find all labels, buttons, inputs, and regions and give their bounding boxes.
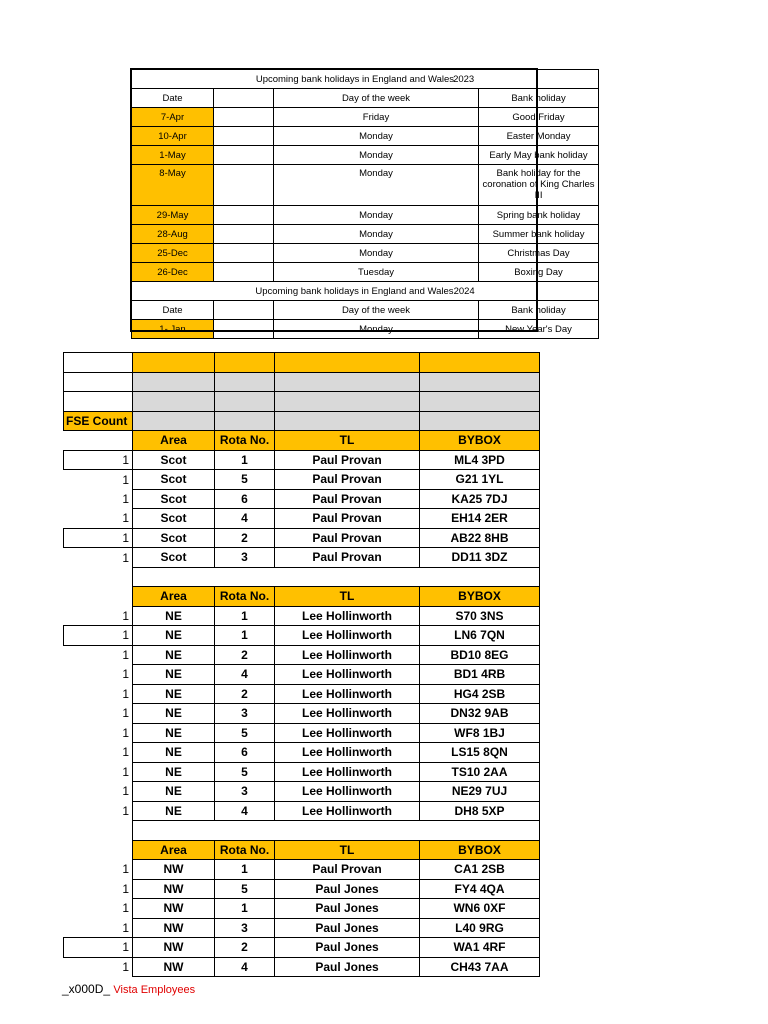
bank-holiday-header-row-2024: [132, 301, 599, 320]
holiday-day: Monday: [274, 206, 479, 225]
bybox-cell: LS15 8QN: [420, 743, 540, 763]
table-row: [64, 879, 540, 899]
area-cell: NW: [133, 957, 215, 977]
table-row: [64, 606, 540, 626]
area-cell: NE: [133, 704, 215, 724]
fse-count-cell: 1: [122, 901, 129, 916]
tl-cell: Paul Provan: [275, 528, 420, 548]
area-cell: Scot: [133, 489, 215, 509]
fse-count-cell: 1: [122, 608, 129, 623]
bank-holiday-header-row-2023: [132, 89, 599, 108]
holiday-empty: [214, 263, 274, 282]
table-row: [64, 743, 540, 763]
holiday-date: 25-Dec: [132, 244, 214, 263]
tl-cell: Paul Jones: [275, 899, 420, 919]
header-rota: Rota No.: [215, 431, 275, 451]
fse-count-cell: 1: [64, 626, 133, 646]
footer-label: Vista Employees: [113, 984, 196, 996]
holiday-empty: [214, 165, 274, 206]
holiday-name: Christmas Day: [479, 244, 599, 263]
header-date: Date: [132, 89, 214, 108]
table-row: [64, 762, 540, 782]
fse-top-row-1: [64, 353, 540, 373]
bank-holiday-title-2024: Upcoming bank holidays in England and Wales2024: [132, 282, 599, 301]
tl-cell: Paul Provan: [275, 450, 420, 470]
holiday-name: Summer bank holiday: [479, 225, 599, 244]
fse-count-cell: 1: [122, 472, 129, 487]
fse-count-cell: 1: [122, 511, 129, 525]
header-day: Day of the week: [274, 89, 479, 108]
tl-cell: Paul Provan: [275, 860, 420, 880]
table-row: [64, 938, 540, 958]
rota-cell: 1: [215, 626, 275, 646]
tl-cell: Lee Hollinworth: [275, 645, 420, 665]
fse-count-cell: 1: [122, 920, 129, 935]
rota-cell: 3: [215, 782, 275, 802]
table-row: [64, 489, 540, 509]
tl-cell: Lee Hollinworth: [275, 704, 420, 724]
fse-count-cell: 1: [122, 706, 129, 721]
header-rota: Rota No.: [215, 587, 275, 607]
rota-cell: 5: [215, 879, 275, 899]
holiday-day: Friday: [274, 108, 479, 127]
rota-cell: 5: [215, 470, 275, 490]
tl-cell: Lee Hollinworth: [275, 684, 420, 704]
table-row: [64, 626, 540, 646]
bybox-cell: FY4 4QA: [420, 879, 540, 899]
rota-cell: 2: [215, 528, 275, 548]
rota-cell: 3: [215, 548, 275, 568]
header-area: Area: [133, 431, 215, 451]
bybox-cell: NE29 7UJ: [420, 782, 540, 802]
area-cell: NE: [133, 665, 215, 685]
holiday-empty: [214, 206, 274, 225]
bybox-cell: WA1 4RF: [420, 938, 540, 958]
rota-cell: 6: [215, 489, 275, 509]
tl-cell: Paul Provan: [275, 548, 420, 568]
table-row: [64, 860, 540, 880]
bank-holiday-row: [132, 146, 599, 165]
area-cell: NW: [133, 918, 215, 938]
bank-holiday-body: [132, 70, 599, 339]
fse-count-cell: 1: [122, 881, 129, 896]
header-empty: [214, 89, 274, 108]
area-cell: Scot: [133, 509, 215, 529]
fse-count-cell: 1: [122, 550, 129, 565]
header-rota: Rota No.: [215, 840, 275, 860]
holiday-day: Monday: [274, 225, 479, 244]
rota-cell: 2: [215, 645, 275, 665]
bank-holiday-row: [132, 263, 599, 282]
bybox-cell: DD11 3DZ: [420, 548, 540, 568]
holiday-date: 28-Aug: [132, 225, 214, 244]
header-date: Date: [132, 301, 214, 320]
fse-spacer-row: [64, 821, 540, 841]
bybox-cell: BD10 8EG: [420, 645, 540, 665]
table-row: [64, 528, 540, 548]
holiday-date: 26-Dec: [132, 263, 214, 282]
fse-header-row: [64, 431, 540, 451]
fse-count-cell: 1: [122, 686, 129, 701]
bybox-cell: DN32 9AB: [420, 704, 540, 724]
tl-cell: Paul Provan: [275, 470, 420, 490]
tl-cell: Lee Hollinworth: [275, 626, 420, 646]
footer-code: _x000D_: [62, 982, 111, 996]
bybox-cell: CH43 7AA: [420, 957, 540, 977]
holiday-date: 29-May: [132, 206, 214, 225]
bank-holiday-title-2023: Upcoming bank holidays in England and Wales2023: [132, 70, 599, 89]
header-bybox: BYBOX: [420, 587, 540, 607]
rota-cell: 5: [215, 762, 275, 782]
area-cell: NE: [133, 606, 215, 626]
bank-holiday-row: [132, 127, 599, 146]
bybox-cell: L40 9RG: [420, 918, 540, 938]
rota-cell: 1: [215, 450, 275, 470]
bank-holiday-title-row-2023: [132, 70, 599, 89]
fse-spacer-row: [64, 567, 540, 587]
holiday-empty: [214, 146, 274, 165]
tl-cell: Lee Hollinworth: [275, 743, 420, 763]
bank-holiday-row: [132, 225, 599, 244]
holiday-name: Easter Monday: [479, 127, 599, 146]
bybox-cell: DH8 5XP: [420, 801, 540, 821]
area-cell: NE: [133, 782, 215, 802]
footer: [62, 982, 195, 996]
holiday-empty: [214, 127, 274, 146]
holiday-name: Good Friday: [479, 108, 599, 127]
holiday-date: 10-Apr: [132, 127, 214, 146]
table-row: [64, 548, 540, 568]
holiday-day: Monday: [274, 146, 479, 165]
table-row: [64, 684, 540, 704]
fse-count-cell: 1: [122, 803, 129, 818]
fse-count-cell: 1: [122, 648, 129, 662]
holiday-name: Bank holiday for the coronation of King Charles III: [479, 165, 599, 206]
fse-count-cell: 1: [64, 938, 133, 958]
rota-cell: 3: [215, 918, 275, 938]
table-row: [64, 918, 540, 938]
tl-cell: Lee Hollinworth: [275, 782, 420, 802]
bank-holiday-row: [132, 206, 599, 225]
area-cell: NE: [133, 743, 215, 763]
holiday-name: Early May bank holiday: [479, 146, 599, 165]
rota-cell: 6: [215, 743, 275, 763]
holiday-day: Monday: [274, 320, 479, 339]
holiday-day: Monday: [274, 244, 479, 263]
fse-header-row: [64, 587, 540, 607]
tl-cell: Lee Hollinworth: [275, 801, 420, 821]
area-cell: NW: [133, 938, 215, 958]
holiday-date: 1- Jan: [132, 320, 214, 339]
bybox-cell: CA1 2SB: [420, 860, 540, 880]
area-cell: NW: [133, 899, 215, 919]
header-area: Area: [133, 587, 215, 607]
bybox-cell: S70 3NS: [420, 606, 540, 626]
header-bybox: BYBOX: [420, 431, 540, 451]
tl-cell: Paul Jones: [275, 957, 420, 977]
holiday-name: Spring bank holiday: [479, 206, 599, 225]
bybox-cell: WF8 1BJ: [420, 723, 540, 743]
bank-holiday-table: [131, 69, 599, 339]
bybox-cell: BD1 4RB: [420, 665, 540, 685]
fse-count-cell: 1: [64, 450, 133, 470]
fse-header-row: [64, 840, 540, 860]
fse-table: [63, 352, 540, 977]
fse-count-cell: 1: [122, 491, 129, 506]
holiday-empty: [214, 244, 274, 263]
area-cell: NE: [133, 762, 215, 782]
holiday-name: Boxing Day: [479, 263, 599, 282]
bybox-cell: KA25 7DJ: [420, 489, 540, 509]
holiday-day: Tuesday: [274, 263, 479, 282]
tl-cell: Paul Jones: [275, 879, 420, 899]
header-day: Day of the week: [274, 301, 479, 320]
tl-cell: Lee Hollinworth: [275, 723, 420, 743]
bybox-cell: HG4 2SB: [420, 684, 540, 704]
rota-cell: 5: [215, 723, 275, 743]
rota-cell: 2: [215, 684, 275, 704]
table-row: [64, 509, 540, 529]
area-cell: NW: [133, 860, 215, 880]
table-row: [64, 782, 540, 802]
bybox-cell: LN6 7QN: [420, 626, 540, 646]
table-row: [64, 957, 540, 977]
fse-count-cell: 1: [122, 960, 129, 974]
header-holiday: Bank holiday: [479, 301, 599, 320]
header-holiday: Bank holiday: [479, 89, 599, 108]
fse-top-row-3: [64, 392, 540, 412]
fse-count-cell: 1: [64, 528, 133, 548]
fse-count-label: FSE Count: [64, 411, 133, 431]
bank-holiday-row: [132, 320, 599, 339]
fse-count-cell: 1: [122, 784, 129, 799]
area-cell: NE: [133, 801, 215, 821]
bybox-cell: TS10 2AA: [420, 762, 540, 782]
area-cell: NE: [133, 645, 215, 665]
tl-cell: Paul Provan: [275, 509, 420, 529]
area-cell: NE: [133, 723, 215, 743]
bybox-cell: AB22 8HB: [420, 528, 540, 548]
holiday-day: Monday: [274, 165, 479, 206]
holiday-empty: [214, 225, 274, 244]
rota-cell: 2: [215, 938, 275, 958]
bank-holiday-title-row-2024: [132, 282, 599, 301]
table-row: [64, 801, 540, 821]
bank-holiday-row: [132, 108, 599, 127]
area-cell: Scot: [133, 528, 215, 548]
rota-cell: 4: [215, 957, 275, 977]
bank-holiday-row: [132, 165, 599, 206]
rota-cell: 4: [215, 801, 275, 821]
holiday-date: 7-Apr: [132, 108, 214, 127]
holiday-day: Monday: [274, 127, 479, 146]
rota-cell: 4: [215, 665, 275, 685]
area-cell: NW: [133, 879, 215, 899]
rota-cell: 1: [215, 860, 275, 880]
bank-holiday-row: [132, 244, 599, 263]
area-cell: NE: [133, 684, 215, 704]
header-bybox: BYBOX: [420, 840, 540, 860]
header-tl: TL: [275, 840, 420, 860]
table-row: [64, 899, 540, 919]
header-empty: [214, 301, 274, 320]
rota-cell: 3: [215, 704, 275, 724]
area-cell: NE: [133, 626, 215, 646]
table-row: [64, 665, 540, 685]
tl-cell: Lee Hollinworth: [275, 665, 420, 685]
holiday-date: 8-May: [132, 165, 214, 206]
tl-cell: Paul Provan: [275, 489, 420, 509]
rota-cell: 1: [215, 899, 275, 919]
fse-count-cell: 1: [122, 725, 129, 740]
header-area: Area: [133, 840, 215, 860]
bybox-cell: WN6 0XF: [420, 899, 540, 919]
holiday-empty: [214, 320, 274, 339]
header-tl: TL: [275, 431, 420, 451]
holiday-name: New Year's Day: [479, 320, 599, 339]
tl-cell: Paul Jones: [275, 918, 420, 938]
table-row: [64, 450, 540, 470]
holiday-date: 1-May: [132, 146, 214, 165]
tl-cell: Lee Hollinworth: [275, 762, 420, 782]
tl-cell: Paul Jones: [275, 938, 420, 958]
bybox-cell: ML4 3PD: [420, 450, 540, 470]
table-row: [64, 645, 540, 665]
rota-cell: 1: [215, 606, 275, 626]
rota-cell: 4: [215, 509, 275, 529]
fse-count-cell: 1: [122, 862, 129, 877]
tl-cell: Lee Hollinworth: [275, 606, 420, 626]
area-cell: Scot: [133, 548, 215, 568]
holiday-empty: [214, 108, 274, 127]
table-row: [64, 704, 540, 724]
fse-body: [64, 353, 540, 977]
bybox-cell: EH14 2ER: [420, 509, 540, 529]
table-row: [64, 723, 540, 743]
bybox-cell: G21 1YL: [420, 470, 540, 490]
table-row: [64, 470, 540, 490]
fse-count-row: [64, 411, 540, 431]
fse-top-row-2: [64, 372, 540, 392]
area-cell: Scot: [133, 450, 215, 470]
header-tl: TL: [275, 587, 420, 607]
area-cell: Scot: [133, 470, 215, 490]
fse-count-cell: 1: [122, 745, 129, 760]
fse-count-cell: 1: [122, 764, 129, 779]
fse-count-cell: 1: [122, 667, 129, 682]
